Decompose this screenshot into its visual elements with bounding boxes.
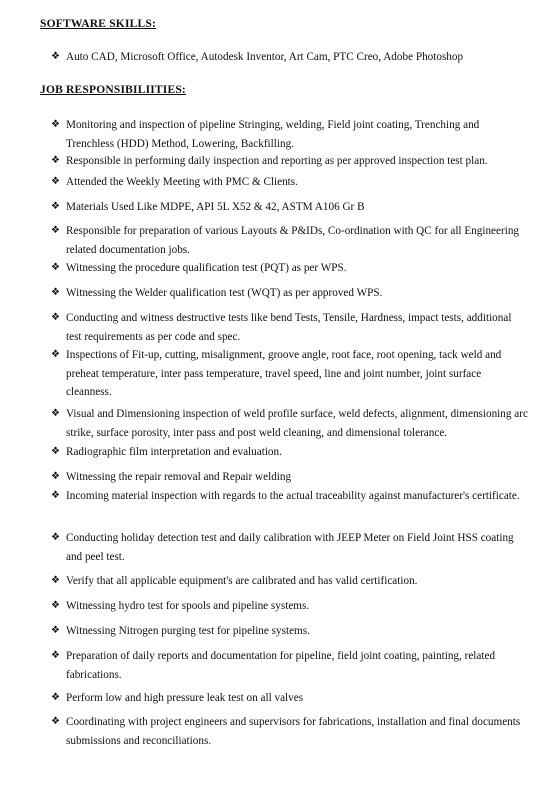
responsibility-text: Responsible in performing daily inspection and reporting as per approved inspection test plan.: [66, 155, 488, 167]
responsibility-text: Coordinating with project engineers and supervisors for fabrications, installation and final documents submissions and reconciliations.: [66, 716, 521, 747]
responsibility-item: [51, 173, 529, 192]
diamond-bullet-icon: ❖: [51, 262, 60, 273]
responsibility-item: [51, 152, 529, 171]
diamond-bullet-icon: ❖: [51, 155, 60, 166]
diamond-bullet-icon: ❖: [51, 650, 60, 661]
job-responsibilities-heading: JOB RESPONSIBILIITIES:: [40, 84, 186, 96]
responsibility-text: Conducting holiday detection test and daily calibration with JEEP Meter on Field Joint HSS coating and peel test.: [66, 532, 514, 563]
diamond-bullet-icon: ❖: [51, 600, 60, 611]
responsibility-item: [51, 468, 529, 487]
responsibility-item: [51, 689, 529, 708]
responsibility-item: [51, 198, 529, 217]
responsibility-item: [51, 405, 529, 442]
software-skill-text: Auto CAD, Microsoft Office, Autodesk Inventor, Art Cam, PTC Creo, Adobe Photoshop: [66, 51, 464, 63]
diamond-bullet-icon: ❖: [51, 408, 60, 419]
responsibility-text: Verify that all applicable equipment's are calibrated and has valid certification.: [66, 575, 418, 587]
responsibility-text: Monitoring and inspection of pipeline Stringing, welding, Field joint coating, Trenching and Trenchless (HDD) Method, Lowering, Backfilling.: [66, 119, 480, 150]
responsibility-item: [51, 647, 529, 684]
responsibility-item: [51, 309, 529, 346]
responsibility-text: Inspections of Fit-up, cutting, misalignment, groove angle, root face, root opening, tack weld and preheat temperature, inter pass temperature, travel speed, line and joint number, joint surface cleanness.: [66, 349, 502, 398]
diamond-bullet-icon: ❖: [51, 716, 60, 727]
diamond-bullet-icon: ❖: [51, 532, 60, 543]
diamond-bullet-icon: ❖: [51, 176, 60, 187]
responsibility-item: [51, 529, 529, 566]
responsibility-text: Witnessing hydro test for spools and pipeline systems.: [66, 600, 310, 612]
diamond-bullet-icon: ❖: [51, 625, 60, 636]
responsibility-item: [51, 487, 529, 506]
responsibility-item: [51, 346, 529, 402]
responsibility-item: [51, 284, 529, 303]
responsibility-text: Materials Used Like MDPE, API 5L X52 & 42, ASTM A106 Gr B: [66, 201, 365, 213]
responsibility-text: Conducting and witness destructive tests like bend Tests, Tensile, Hardness, impact tests, additional test requirements as per code and spec.: [66, 312, 512, 343]
responsibility-item: [51, 222, 529, 259]
diamond-bullet-icon: ❖: [51, 119, 60, 130]
responsibility-item: [51, 443, 529, 462]
diamond-bullet-icon: ❖: [51, 471, 60, 482]
diamond-bullet-icon: ❖: [51, 446, 60, 457]
responsibility-text: Visual and Dimensioning inspection of weld profile surface, weld defects, alignment, dimensioning arc strike, surface porosity, inter pass and post weld cleaning, and dimensional tolerance.: [66, 408, 528, 439]
responsibility-item: [51, 713, 529, 750]
responsibility-text: Attended the Weekly Meeting with PMC & Clients.: [66, 176, 298, 188]
responsibility-text: Witnessing Nitrogen purging test for pipeline systems.: [66, 625, 310, 637]
responsibility-text: Witnessing the procedure qualification test (PQT) as per WPS.: [66, 262, 347, 274]
software-skill-item: [51, 48, 529, 67]
responsibility-item: [51, 622, 529, 641]
diamond-bullet-icon: ❖: [51, 490, 60, 501]
diamond-bullet-icon: ❖: [51, 287, 60, 298]
responsibility-text: Perform low and high pressure leak test on all valves: [66, 692, 304, 704]
responsibility-item: [51, 597, 529, 616]
diamond-bullet-icon: ❖: [51, 225, 60, 236]
responsibility-text: Radiographic film interpretation and evaluation.: [66, 446, 282, 458]
responsibility-text: Preparation of daily reports and documentation for pipeline, field joint coating, painting, related fabrications.: [66, 650, 496, 681]
responsibility-text: Incoming material inspection with regards to the actual traceability against manufacturer's certificate.: [66, 490, 520, 502]
responsibility-item: [51, 572, 529, 591]
responsibility-text: Witnessing the repair removal and Repair welding: [66, 471, 292, 483]
responsibility-item: [51, 116, 529, 153]
software-skills-heading: SOFTWARE SKILLS:: [40, 18, 156, 30]
diamond-bullet-icon: ❖: [51, 349, 60, 360]
diamond-bullet-icon: ❖: [51, 312, 60, 323]
responsibility-text: Responsible for preparation of various Layouts & P&IDs, Co-ordination with QC for all Engineering related documentation jobs.: [66, 225, 520, 256]
diamond-bullet-icon: ❖: [51, 692, 60, 703]
diamond-bullet-icon: ❖: [51, 51, 60, 62]
diamond-bullet-icon: ❖: [51, 201, 60, 212]
responsibility-text: Witnessing the Welder qualification test (WQT) as per approved WPS.: [66, 287, 383, 299]
responsibility-item: [51, 259, 529, 278]
diamond-bullet-icon: ❖: [51, 575, 60, 586]
